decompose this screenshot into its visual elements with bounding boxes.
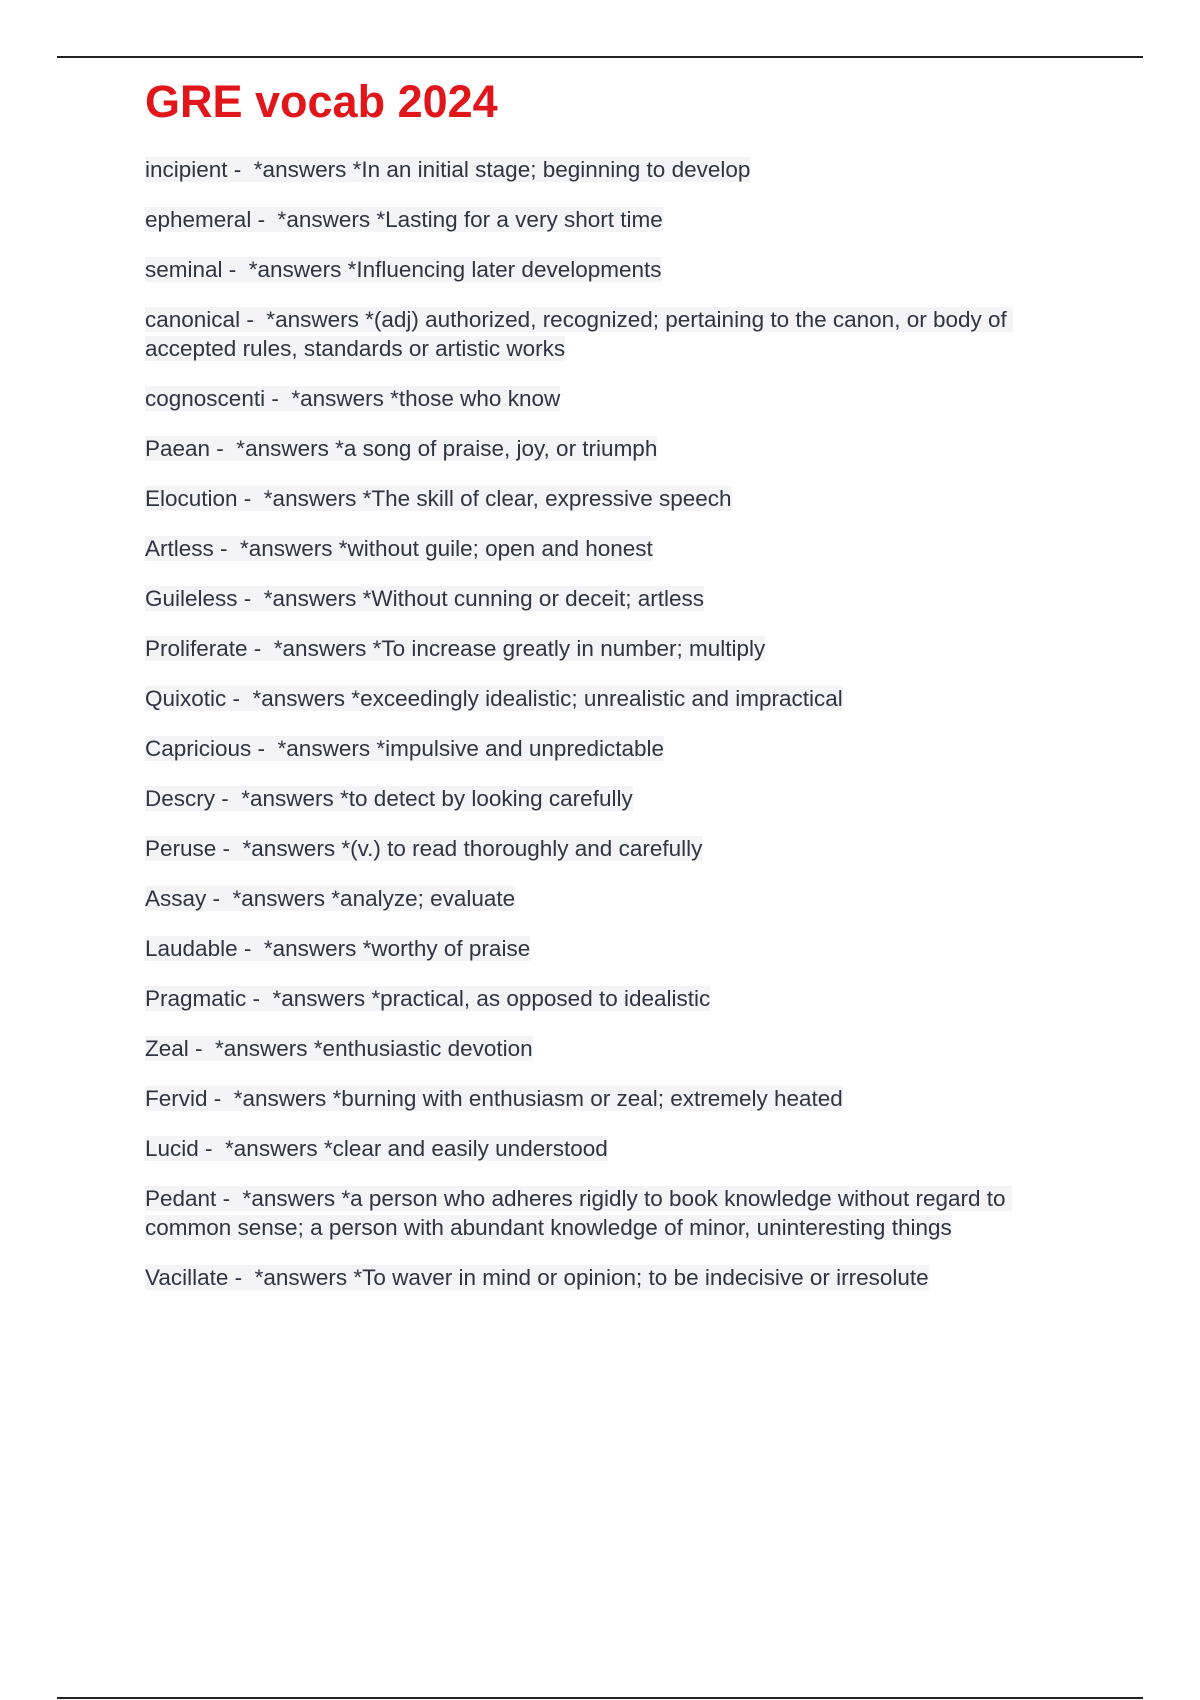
vocab-list bbox=[145, 155, 1085, 1313]
vocab-entry bbox=[145, 384, 1085, 413]
vocab-entry-text: Quixotic - *answers *exceedingly idealistic; unrealistic and impractical bbox=[145, 686, 843, 711]
vocab-entry bbox=[145, 205, 1085, 234]
vocab-entry bbox=[145, 734, 1085, 763]
vocab-entry bbox=[145, 305, 1085, 363]
vocab-entry bbox=[145, 634, 1085, 663]
vocab-entry bbox=[145, 434, 1085, 463]
vocab-entry bbox=[145, 984, 1085, 1013]
page-title: GRE vocab 2024 bbox=[145, 76, 498, 127]
vocab-entry bbox=[145, 484, 1085, 513]
vocab-entry bbox=[145, 1034, 1085, 1063]
vocab-entry bbox=[145, 684, 1085, 713]
vocab-entry-text: Assay - *answers *analyze; evaluate bbox=[145, 886, 516, 911]
vocab-entry-text: Lucid - *answers *clear and easily understood bbox=[145, 1136, 608, 1161]
vocab-entry-text: incipient - *answers *In an initial stage; beginning to develop bbox=[145, 157, 751, 182]
vocab-entry-text: Paean - *answers *a song of praise, joy, or triumph bbox=[145, 436, 658, 461]
vocab-entry bbox=[145, 934, 1085, 963]
vocab-entry-text: Elocution - *answers *The skill of clear, expressive speech bbox=[145, 486, 732, 511]
vocab-entry-text: Proliferate - *answers *To increase greatly in number; multiply bbox=[145, 636, 766, 661]
vocab-entry-text: Guileless - *answers *Without cunning or deceit; artless bbox=[145, 586, 704, 611]
vocab-entry bbox=[145, 834, 1085, 863]
vocab-entry bbox=[145, 534, 1085, 563]
vocab-entry bbox=[145, 584, 1085, 613]
vocab-entry bbox=[145, 1184, 1085, 1242]
vocab-entry-text: Pragmatic - *answers *practical, as opposed to idealistic bbox=[145, 986, 711, 1011]
vocab-entry bbox=[145, 784, 1085, 813]
vocab-entry-text: Pedant - *answers *a person who adheres rigidly to book knowledge without regard to common sense; a person with abundant knowledge of minor, uninteresting things bbox=[145, 1186, 1012, 1240]
vocab-entry-text: Descry - *answers *to detect by looking carefully bbox=[145, 786, 633, 811]
vocab-entry-text: Laudable - *answers *worthy of praise bbox=[145, 936, 531, 961]
vocab-entry-text: Vacillate - *answers *To waver in mind or opinion; to be indecisive or irresolute bbox=[145, 1265, 929, 1290]
vocab-entry bbox=[145, 155, 1085, 184]
vocab-entry-text: Artless - *answers *without guile; open and honest bbox=[145, 536, 653, 561]
vocab-entry-text: Capricious - *answers *impulsive and unpredictable bbox=[145, 736, 665, 761]
vocab-entry-text: Peruse - *answers *(v.) to read thoroughly and carefully bbox=[145, 836, 703, 861]
vocab-entry-text: canonical - *answers *(adj) authorized, recognized; pertaining to the canon, or body of accepted rules, standards or artistic works bbox=[145, 307, 1014, 361]
vocab-entry-text: seminal - *answers *Influencing later developments bbox=[145, 257, 662, 282]
bottom-rule bbox=[57, 1697, 1143, 1699]
vocab-entry bbox=[145, 255, 1085, 284]
vocab-entry-text: cognoscenti - *answers *those who know bbox=[145, 386, 561, 411]
vocab-entry-text: Fervid - *answers *burning with enthusiasm or zeal; extremely heated bbox=[145, 1086, 843, 1111]
vocab-entry-text: ephemeral - *answers *Lasting for a very short time bbox=[145, 207, 663, 232]
vocab-entry-text: Zeal - *answers *enthusiastic devotion bbox=[145, 1036, 533, 1061]
top-rule bbox=[57, 56, 1143, 58]
vocab-entry bbox=[145, 1134, 1085, 1163]
vocab-entry bbox=[145, 1263, 1085, 1292]
vocab-entry bbox=[145, 1084, 1085, 1113]
vocab-entry bbox=[145, 884, 1085, 913]
